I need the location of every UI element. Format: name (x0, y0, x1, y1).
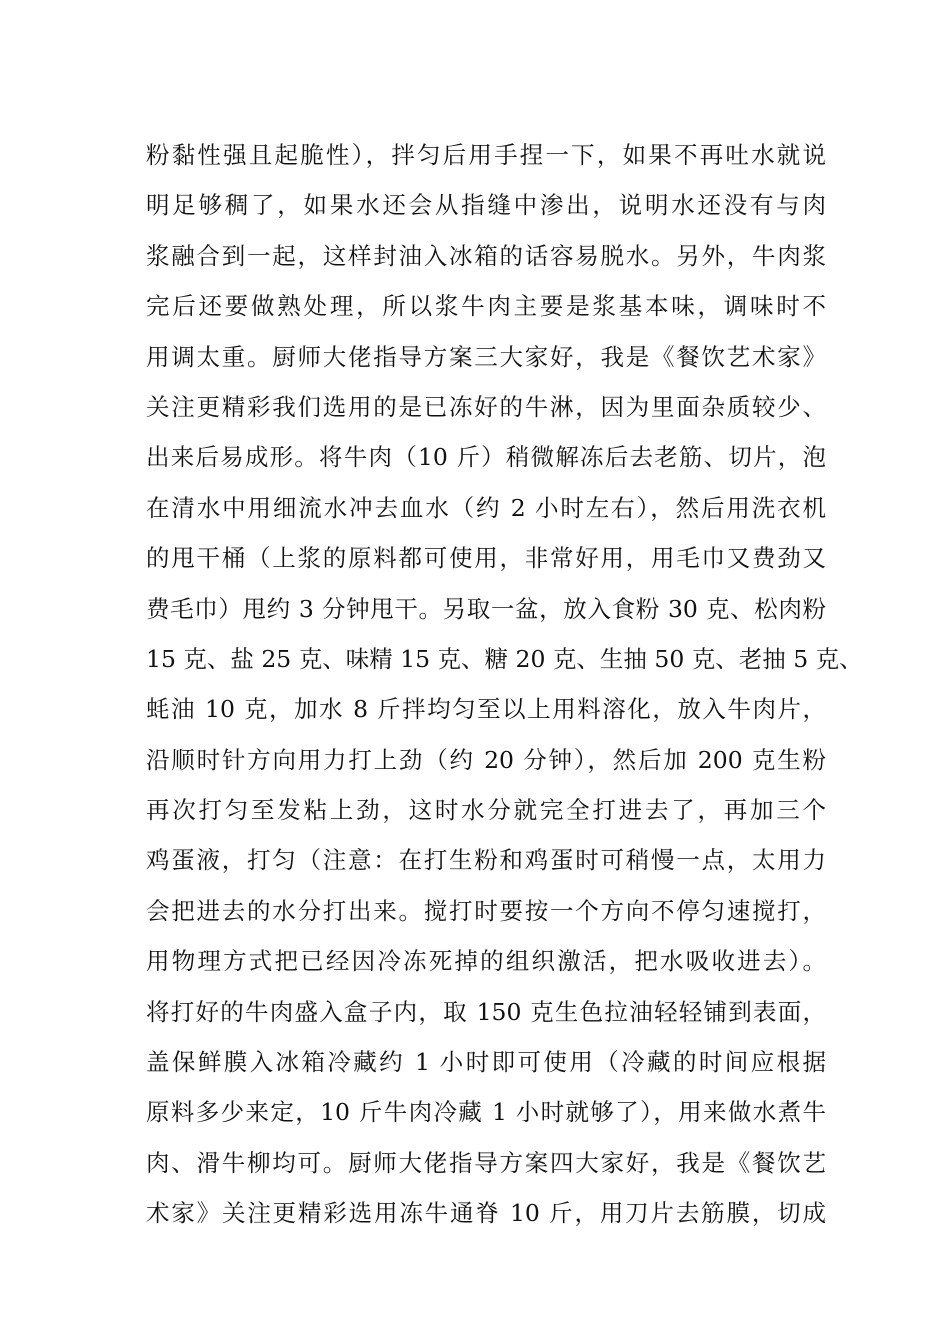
text-line: 会把进去的水分打出来。搅打时要按一个方向不停匀速搅打， (146, 896, 826, 925)
text-line: 再次打匀至发粘上劲，这时水分就完全打进去了，再加三个 (146, 796, 826, 825)
text-line: 用调太重。厨师大佬指导方案三大家好，我是《餐饮艺术家》 (146, 342, 826, 371)
body-text (146, 130, 863, 1239)
text-line: 将打好的牛肉盛入盒子内，取 150 克生色拉油轻轻铺到表面， (146, 997, 826, 1026)
text-line: 粉黏性强且起脆性），拌匀后用手捏一下，如果不再吐水就说 (146, 141, 826, 169)
text-line: 蚝油 10 克，加水 8 斤拌均匀至以上用料溶化，放入牛肉片， (146, 695, 826, 724)
text-line: 明足够稠了，如果水还会从指缝中渗出，说明水还没有与肉 (146, 191, 826, 220)
text-line: 完后还要做熟处理，所以浆牛肉主要是浆基本味，调味时不 (146, 292, 826, 321)
text-line: 浆融合到一起，这样封油入冰箱的话容易脱水。另外，牛肉浆 (146, 241, 826, 270)
text-line: 沿顺时针方向用力打上劲（约 20 分钟），然后加 200 克生粉 (146, 745, 826, 774)
text-line: 在清水中用细流水冲去血水（约 2 小时左右），然后用洗衣机 (146, 493, 826, 522)
text-line: 关注更精彩我们选用的是已冻好的牛淋，因为里面杂质较少、 (146, 392, 826, 421)
text-line: 15 克、盐 25 克、味精 15 克、糖 20 克、生抽 50 克、老抽 5 克、 (146, 644, 863, 673)
text-line: 鸡蛋液，打匀（注意：在打生粉和鸡蛋时可稍慢一点，太用力 (146, 846, 826, 875)
text-line: 的甩干桶（上浆的原料都可使用，非常好用，用毛巾又费劲又 (146, 544, 826, 573)
text-line: 盖保鲜膜入冰箱冷藏约 1 小时即可使用（冷藏的时间应根据 (146, 1048, 826, 1077)
text-line: 用物理方式把已经因冷冻死掉的组织激活，把水吸收进去）。 (146, 947, 826, 976)
text-line: 肉、滑牛柳均可。厨师大佬指导方案四大家好，我是《餐饮艺 (146, 1148, 826, 1177)
text-line: 原料多少来定，10 斤牛肉冷藏 1 小时就够了），用来做水煮牛 (146, 1098, 826, 1127)
text-line: 费毛巾）甩约 3 分钟甩干。另取一盆，放入食粉 30 克、松肉粉 (146, 594, 826, 623)
text-line: 术家》关注更精彩选用冻牛通脊 10 斤，用刀片去筋膜，切成 (146, 1199, 826, 1228)
text-line: 出来后易成形。将牛肉（10 斤）稍微解冻后去老筋、切片，泡 (146, 443, 826, 472)
